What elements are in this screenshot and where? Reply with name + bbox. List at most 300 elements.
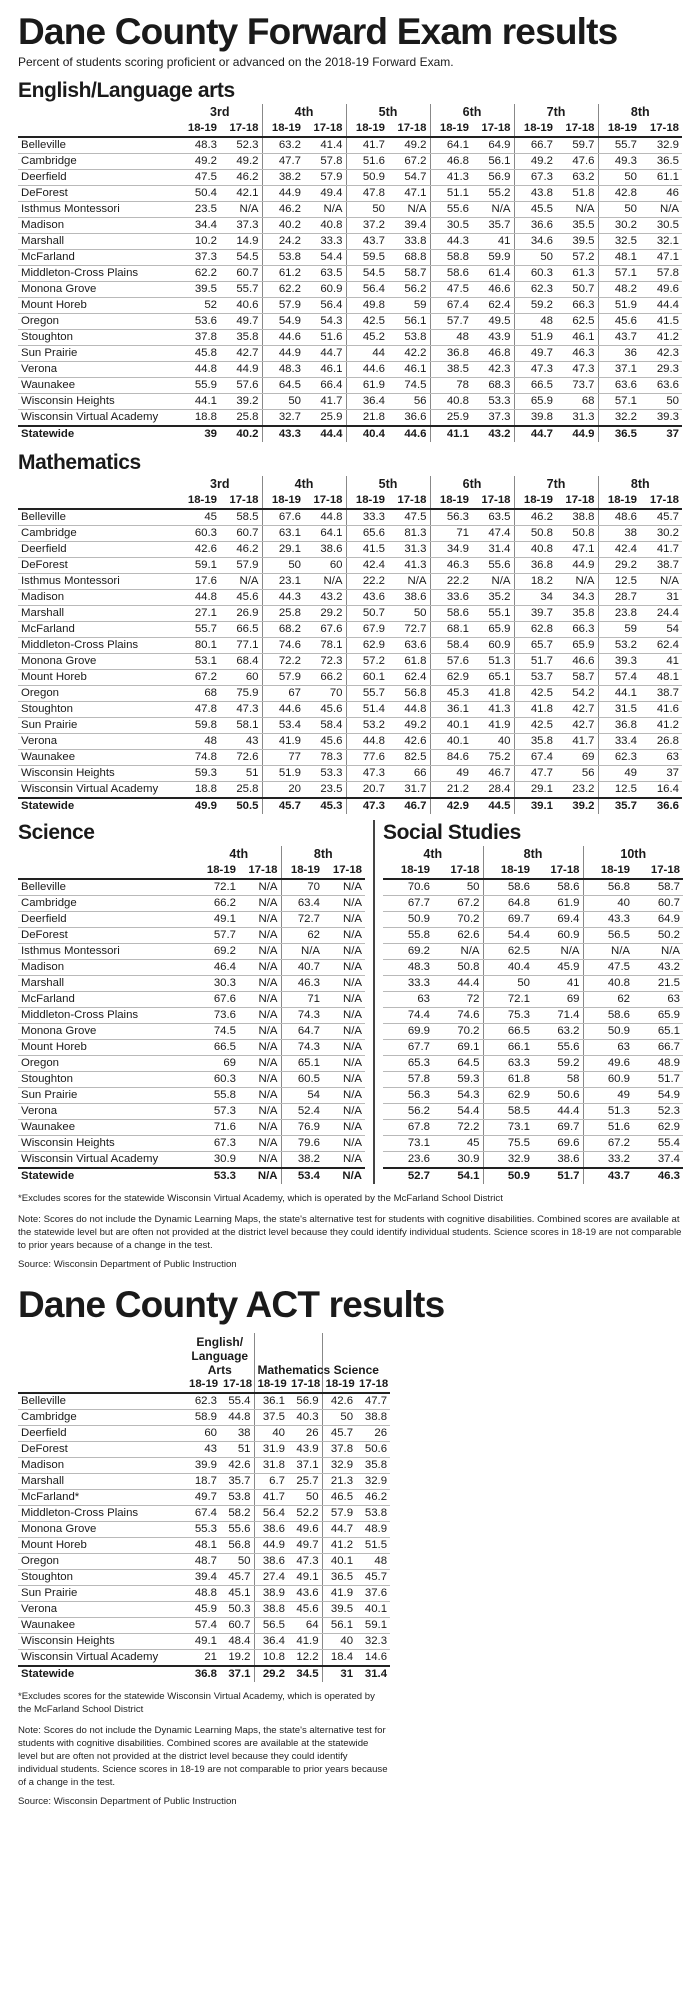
score-cell: 63.2 bbox=[556, 170, 598, 186]
score-cell: N/A bbox=[323, 992, 365, 1008]
ela-table bbox=[18, 104, 682, 442]
district-name: Middleton-Cross Plains bbox=[18, 638, 178, 654]
score-cell: 36.8 bbox=[514, 558, 556, 574]
score-cell: 66.7 bbox=[514, 137, 556, 154]
score-cell: 37.2 bbox=[346, 218, 388, 234]
score-cell: 45.7 bbox=[262, 798, 304, 814]
score-cell: 55.6 bbox=[533, 1040, 583, 1056]
math-table bbox=[18, 476, 682, 814]
table-row bbox=[18, 1474, 390, 1490]
score-cell: 63 bbox=[633, 992, 683, 1008]
score-cell: N/A bbox=[323, 960, 365, 976]
score-cell: 41.3 bbox=[472, 702, 514, 718]
district-name: Belleville bbox=[18, 137, 178, 154]
table-row bbox=[18, 1554, 390, 1570]
score-cell: 81.3 bbox=[388, 526, 430, 542]
score-cell: 70 bbox=[304, 686, 346, 702]
district-name: Sun Prairie bbox=[18, 718, 178, 734]
table-row bbox=[18, 702, 682, 718]
score-cell: 69.1 bbox=[433, 1040, 483, 1056]
score-cell: 47.5 bbox=[583, 960, 633, 976]
score-cell: 36.5 bbox=[598, 426, 640, 442]
district-name: Sun Prairie bbox=[18, 1586, 186, 1602]
score-cell: 62.9 bbox=[346, 638, 388, 654]
score-cell: 49.7 bbox=[220, 314, 262, 330]
table-row bbox=[18, 298, 682, 314]
score-cell: 55.8 bbox=[197, 1088, 239, 1104]
score-cell: 56.8 bbox=[388, 686, 430, 702]
score-cell: 38.2 bbox=[262, 170, 304, 186]
score-cell: 75.2 bbox=[472, 750, 514, 766]
score-cell: 56.3 bbox=[430, 509, 472, 526]
ela-year-header: 18-19 bbox=[430, 121, 472, 137]
score-cell: 66.5 bbox=[220, 622, 262, 638]
score-cell: 33.6 bbox=[430, 590, 472, 606]
score-cell: 45.6 bbox=[598, 314, 640, 330]
score-cell: 21.2 bbox=[430, 782, 472, 799]
score-cell: 45 bbox=[178, 509, 220, 526]
score-cell: 75.9 bbox=[220, 686, 262, 702]
ela-year-header: 17-18 bbox=[472, 121, 514, 137]
social-year-header: 18-19 bbox=[583, 863, 633, 879]
score-cell: 41.7 bbox=[304, 394, 346, 410]
score-cell: 46.5 bbox=[322, 1490, 356, 1506]
score-cell: 52 bbox=[178, 298, 220, 314]
district-name: Wisconsin Heights bbox=[18, 394, 178, 410]
score-cell: 38.6 bbox=[304, 542, 346, 558]
score-cell: 42.7 bbox=[220, 346, 262, 362]
score-cell: 53.4 bbox=[262, 718, 304, 734]
score-cell: N/A bbox=[304, 202, 346, 218]
score-cell: 47.7 bbox=[356, 1393, 390, 1410]
score-cell: 62.3 bbox=[186, 1393, 220, 1410]
score-cell: 49.2 bbox=[178, 154, 220, 170]
score-cell: N/A bbox=[323, 1136, 365, 1152]
score-cell: N/A bbox=[323, 928, 365, 944]
math-group-header: 5th bbox=[346, 476, 430, 493]
score-cell: 56.5 bbox=[254, 1618, 288, 1634]
statewide-row bbox=[18, 1168, 365, 1184]
score-cell: 55.6 bbox=[472, 558, 514, 574]
score-cell: 28.4 bbox=[472, 782, 514, 799]
score-cell: 68.2 bbox=[262, 622, 304, 638]
score-cell: 57.4 bbox=[598, 670, 640, 686]
act-footnote: *Excludes scores for the statewide Wisconsin Virtual Academy, which is operated by the McFarland School District bbox=[18, 1691, 375, 1715]
score-cell: 43 bbox=[220, 734, 262, 750]
score-cell: 51.7 bbox=[633, 1072, 683, 1088]
score-cell: 57.2 bbox=[346, 654, 388, 670]
table-row bbox=[383, 1072, 683, 1088]
table-row bbox=[18, 1120, 365, 1136]
score-cell: 14.6 bbox=[356, 1650, 390, 1667]
table-row bbox=[18, 1008, 365, 1024]
score-cell: 41.9 bbox=[472, 718, 514, 734]
score-cell: 47.1 bbox=[556, 542, 598, 558]
table-row bbox=[383, 944, 683, 960]
table-row bbox=[18, 1458, 390, 1474]
score-cell: 60.5 bbox=[281, 1072, 323, 1088]
score-cell: 40 bbox=[254, 1426, 288, 1442]
score-cell: 41.9 bbox=[262, 734, 304, 750]
score-cell: 60 bbox=[186, 1426, 220, 1442]
score-cell: 46.1 bbox=[304, 362, 346, 378]
score-cell: 50.6 bbox=[356, 1442, 390, 1458]
table-row bbox=[18, 1072, 365, 1088]
score-cell: 48.1 bbox=[598, 250, 640, 266]
score-cell: 56.8 bbox=[220, 1538, 254, 1554]
table-row bbox=[383, 1152, 683, 1169]
score-cell: 40.1 bbox=[356, 1602, 390, 1618]
score-cell: 31.8 bbox=[254, 1458, 288, 1474]
score-cell: 49.6 bbox=[640, 282, 682, 298]
score-cell: 47.4 bbox=[472, 526, 514, 542]
score-cell: 72.2 bbox=[433, 1120, 483, 1136]
score-cell: 25.8 bbox=[262, 606, 304, 622]
district-name: Cambridge bbox=[18, 896, 197, 912]
score-cell: 47.3 bbox=[346, 798, 388, 814]
score-cell: 41.4 bbox=[304, 137, 346, 154]
score-cell: 49.1 bbox=[197, 912, 239, 928]
score-cell: 46.1 bbox=[556, 330, 598, 346]
score-cell: 40.3 bbox=[288, 1410, 322, 1426]
score-cell: 77.6 bbox=[346, 750, 388, 766]
score-cell: N/A bbox=[433, 944, 483, 960]
score-cell: 69.4 bbox=[533, 912, 583, 928]
district-name: Wisconsin Virtual Academy bbox=[18, 1152, 197, 1169]
table-row bbox=[18, 170, 682, 186]
score-cell: 39.2 bbox=[556, 798, 598, 814]
district-name: McFarland bbox=[18, 250, 178, 266]
district-name: McFarland* bbox=[18, 1490, 186, 1506]
score-cell: 39.1 bbox=[514, 798, 556, 814]
score-cell: 30.2 bbox=[640, 526, 682, 542]
score-cell: 46.4 bbox=[197, 960, 239, 976]
ela-year-header: 18-19 bbox=[514, 121, 556, 137]
score-cell: 54.5 bbox=[220, 250, 262, 266]
table-row bbox=[18, 1136, 365, 1152]
social-year-header: 17-18 bbox=[533, 863, 583, 879]
math-group-header: 4th bbox=[262, 476, 346, 493]
score-cell: 37 bbox=[640, 426, 682, 442]
score-cell: 49.4 bbox=[304, 186, 346, 202]
table-row bbox=[18, 670, 682, 686]
score-cell: 58.7 bbox=[388, 266, 430, 282]
score-cell: 53.8 bbox=[356, 1506, 390, 1522]
district-name: Belleville bbox=[18, 879, 197, 896]
act-year-header: 18-19 bbox=[254, 1377, 288, 1393]
score-cell: 63.6 bbox=[388, 638, 430, 654]
district-name: McFarland bbox=[18, 622, 178, 638]
score-cell: N/A bbox=[239, 1040, 281, 1056]
score-cell: 44.7 bbox=[304, 346, 346, 362]
score-cell: 44.4 bbox=[433, 976, 483, 992]
score-cell: 41 bbox=[640, 654, 682, 670]
score-cell: 33.3 bbox=[304, 234, 346, 250]
table-row bbox=[383, 1104, 683, 1120]
score-cell: 32.9 bbox=[356, 1474, 390, 1490]
district-name: Wisconsin Virtual Academy bbox=[18, 782, 178, 799]
score-cell: 66.4 bbox=[304, 378, 346, 394]
score-cell: 53.6 bbox=[178, 314, 220, 330]
table-row bbox=[18, 1410, 390, 1426]
ela-group-header: 7th bbox=[514, 104, 598, 121]
score-cell: N/A bbox=[239, 1088, 281, 1104]
score-cell: 47.7 bbox=[514, 766, 556, 782]
score-cell: 72.6 bbox=[220, 750, 262, 766]
score-cell: 45.8 bbox=[178, 346, 220, 362]
table-row bbox=[18, 590, 682, 606]
score-cell: 50.5 bbox=[220, 798, 262, 814]
score-cell: 45.9 bbox=[186, 1602, 220, 1618]
score-cell: 39.7 bbox=[514, 606, 556, 622]
score-cell: 59.2 bbox=[533, 1056, 583, 1072]
score-cell: 51.9 bbox=[514, 330, 556, 346]
table-row bbox=[18, 574, 682, 590]
table-row bbox=[18, 558, 682, 574]
score-cell: 66 bbox=[388, 766, 430, 782]
table-row bbox=[18, 718, 682, 734]
score-cell: 47.1 bbox=[388, 186, 430, 202]
score-cell: 74.3 bbox=[281, 1008, 323, 1024]
statewide-row bbox=[18, 1666, 390, 1682]
score-cell: 42.4 bbox=[346, 558, 388, 574]
score-cell: 54.4 bbox=[304, 250, 346, 266]
score-cell: 51.3 bbox=[583, 1104, 633, 1120]
score-cell: 44.4 bbox=[640, 298, 682, 314]
score-cell: 57.9 bbox=[262, 670, 304, 686]
score-cell: 55.4 bbox=[220, 1393, 254, 1410]
score-cell: 65.6 bbox=[346, 526, 388, 542]
score-cell: 44.4 bbox=[533, 1104, 583, 1120]
score-cell: 44.9 bbox=[556, 426, 598, 442]
score-cell: 63.6 bbox=[598, 378, 640, 394]
score-cell: 6.7 bbox=[254, 1474, 288, 1490]
score-cell: 69.2 bbox=[383, 944, 433, 960]
score-cell: 59.8 bbox=[178, 718, 220, 734]
math-grid bbox=[18, 476, 682, 814]
table-row bbox=[18, 378, 682, 394]
score-cell: 32.7 bbox=[262, 410, 304, 427]
score-cell: 37.1 bbox=[598, 362, 640, 378]
table-row bbox=[18, 1570, 390, 1586]
score-cell: 36.8 bbox=[598, 718, 640, 734]
ela-year-header: 17-18 bbox=[640, 121, 682, 137]
table-row bbox=[18, 250, 682, 266]
science-year-header: 17-18 bbox=[323, 863, 365, 879]
score-cell: 50 bbox=[346, 202, 388, 218]
score-cell: 55.1 bbox=[472, 606, 514, 622]
score-cell: 58.8 bbox=[430, 250, 472, 266]
math-year-header: 18-19 bbox=[262, 493, 304, 509]
score-cell: 55.7 bbox=[598, 137, 640, 154]
table-row bbox=[18, 622, 682, 638]
score-cell: 31 bbox=[640, 590, 682, 606]
score-cell: 67 bbox=[262, 686, 304, 702]
score-cell: 35.2 bbox=[472, 590, 514, 606]
score-cell: N/A bbox=[323, 1040, 365, 1056]
score-cell: 44.9 bbox=[254, 1538, 288, 1554]
score-cell: 43.9 bbox=[288, 1442, 322, 1458]
score-cell: 73.1 bbox=[483, 1120, 533, 1136]
score-cell: 32.2 bbox=[598, 410, 640, 427]
score-cell: 31.3 bbox=[388, 542, 430, 558]
table-row bbox=[383, 960, 683, 976]
corner-cell bbox=[18, 1333, 186, 1377]
table-row bbox=[383, 879, 683, 896]
score-cell: 34.5 bbox=[288, 1666, 322, 1682]
score-cell: 78.1 bbox=[304, 638, 346, 654]
score-cell: 38 bbox=[220, 1426, 254, 1442]
score-cell: 71.6 bbox=[197, 1120, 239, 1136]
score-cell: 42.9 bbox=[430, 798, 472, 814]
score-cell: 18.7 bbox=[186, 1474, 220, 1490]
score-cell: N/A bbox=[239, 1168, 281, 1184]
score-cell: 50 bbox=[514, 250, 556, 266]
table-row bbox=[383, 976, 683, 992]
score-cell: 47.3 bbox=[288, 1554, 322, 1570]
score-cell: 42.5 bbox=[514, 686, 556, 702]
table-row bbox=[18, 1152, 365, 1169]
score-cell: 34.4 bbox=[178, 218, 220, 234]
score-cell: 48.3 bbox=[178, 137, 220, 154]
district-name: Deerfield bbox=[18, 912, 197, 928]
district-name: Middleton-Cross Plains bbox=[18, 1506, 186, 1522]
score-cell: N/A bbox=[323, 1104, 365, 1120]
district-name: Waunakee bbox=[18, 1618, 186, 1634]
score-cell: 32.9 bbox=[483, 1152, 533, 1169]
score-cell: 60.1 bbox=[346, 670, 388, 686]
score-cell: 62.9 bbox=[430, 670, 472, 686]
social-year-header: 17-18 bbox=[433, 863, 483, 879]
score-cell: 37 bbox=[640, 766, 682, 782]
score-cell: 20.7 bbox=[346, 782, 388, 799]
score-cell: 30.3 bbox=[197, 976, 239, 992]
score-cell: 63.4 bbox=[281, 896, 323, 912]
score-cell: 12.2 bbox=[288, 1650, 322, 1667]
score-cell: 60 bbox=[220, 670, 262, 686]
district-name: Monona Grove bbox=[18, 654, 178, 670]
table-row bbox=[18, 1442, 390, 1458]
score-cell: 50 bbox=[433, 879, 483, 896]
score-cell: 76.9 bbox=[281, 1120, 323, 1136]
score-cell: 23.5 bbox=[304, 782, 346, 799]
score-cell: 67.7 bbox=[383, 896, 433, 912]
score-cell: 74.3 bbox=[281, 1040, 323, 1056]
score-cell: 50 bbox=[288, 1490, 322, 1506]
district-name: Middleton-Cross Plains bbox=[18, 1008, 197, 1024]
score-cell: 62 bbox=[583, 992, 633, 1008]
score-cell: 26.8 bbox=[640, 734, 682, 750]
score-cell: 65.1 bbox=[281, 1056, 323, 1072]
score-cell: 50.6 bbox=[533, 1088, 583, 1104]
score-cell: 22.2 bbox=[430, 574, 472, 590]
district-name: Waunakee bbox=[18, 1120, 197, 1136]
score-cell: 61.2 bbox=[262, 266, 304, 282]
score-cell: 29.2 bbox=[304, 606, 346, 622]
score-cell: 50.3 bbox=[220, 1602, 254, 1618]
score-cell: 51.7 bbox=[533, 1168, 583, 1184]
score-cell: 42.8 bbox=[598, 186, 640, 202]
score-cell: 62.3 bbox=[514, 282, 556, 298]
table-row bbox=[18, 1586, 390, 1602]
district-name: Statewide bbox=[18, 1168, 197, 1184]
score-cell: 56.4 bbox=[346, 282, 388, 298]
score-cell: N/A bbox=[239, 1152, 281, 1169]
score-cell: 55.9 bbox=[178, 378, 220, 394]
score-cell: 44.7 bbox=[322, 1522, 356, 1538]
score-cell: 37.3 bbox=[178, 250, 220, 266]
ela-group-header: 3rd bbox=[210, 105, 230, 119]
score-cell: 29.2 bbox=[254, 1666, 288, 1682]
score-cell: 38.2 bbox=[281, 1152, 323, 1169]
act-year-header: 18-19 bbox=[322, 1377, 356, 1393]
score-cell: 38.6 bbox=[254, 1522, 288, 1538]
score-cell: 74.8 bbox=[178, 750, 220, 766]
score-cell: 55.7 bbox=[346, 686, 388, 702]
score-cell: 62.5 bbox=[483, 944, 533, 960]
score-cell: 43.2 bbox=[633, 960, 683, 976]
score-cell: N/A bbox=[323, 1168, 365, 1184]
score-cell: 68.8 bbox=[388, 250, 430, 266]
district-name: Oregon bbox=[18, 686, 178, 702]
score-cell: N/A bbox=[633, 944, 683, 960]
score-cell: 52.2 bbox=[288, 1506, 322, 1522]
score-cell: 69.7 bbox=[483, 912, 533, 928]
corner-cell bbox=[18, 121, 178, 137]
score-cell: 25.8 bbox=[220, 410, 262, 427]
score-cell: N/A bbox=[239, 1104, 281, 1120]
table-row bbox=[18, 1618, 390, 1634]
score-cell: 44.5 bbox=[472, 798, 514, 814]
score-cell: 53.3 bbox=[197, 1168, 239, 1184]
score-cell: 68 bbox=[556, 394, 598, 410]
score-cell: 38.8 bbox=[254, 1602, 288, 1618]
table-row bbox=[18, 638, 682, 654]
score-cell: 42.6 bbox=[220, 1458, 254, 1474]
score-cell: 70.2 bbox=[433, 1024, 483, 1040]
score-cell: 50.4 bbox=[178, 186, 220, 202]
score-cell: N/A bbox=[304, 574, 346, 590]
district-name: Stoughton bbox=[18, 1570, 186, 1586]
score-cell: 37.8 bbox=[322, 1442, 356, 1458]
score-cell: 50.9 bbox=[483, 1168, 533, 1184]
score-cell: 54 bbox=[640, 622, 682, 638]
score-cell: 36.5 bbox=[322, 1570, 356, 1586]
score-cell: N/A bbox=[323, 944, 365, 960]
score-cell: 57.3 bbox=[197, 1104, 239, 1120]
score-cell: 46.2 bbox=[262, 202, 304, 218]
score-cell: 65.7 bbox=[514, 638, 556, 654]
score-cell: N/A bbox=[323, 1152, 365, 1169]
statewide-row bbox=[18, 798, 682, 814]
score-cell: N/A bbox=[323, 976, 365, 992]
score-cell: 47.8 bbox=[178, 702, 220, 718]
score-cell: 41.8 bbox=[514, 702, 556, 718]
score-cell: 46.3 bbox=[430, 558, 472, 574]
score-cell: 51.9 bbox=[598, 298, 640, 314]
table-row bbox=[18, 266, 682, 282]
score-cell: 57.9 bbox=[304, 170, 346, 186]
score-cell: 48.4 bbox=[220, 1634, 254, 1650]
table-row bbox=[18, 526, 682, 542]
score-cell: 17.6 bbox=[178, 574, 220, 590]
score-cell: N/A bbox=[472, 202, 514, 218]
score-cell: 47.5 bbox=[430, 282, 472, 298]
table-row bbox=[18, 879, 365, 896]
score-cell: 63 bbox=[640, 750, 682, 766]
district-name: Wisconsin Virtual Academy bbox=[18, 410, 178, 427]
score-cell: 59 bbox=[598, 622, 640, 638]
